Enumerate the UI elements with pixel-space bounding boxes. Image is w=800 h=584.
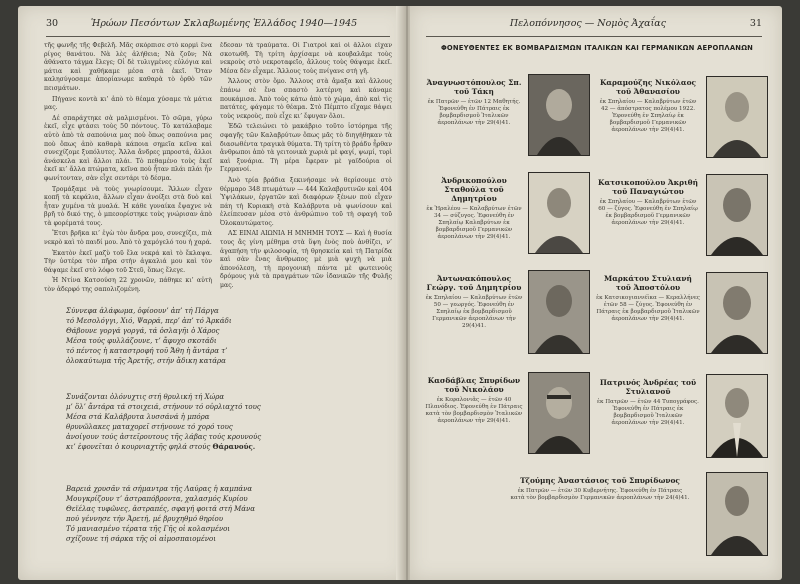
victim-name: Ἀνδρικοπούλου Σταθούλα τοῦ Δημητρίου <box>441 176 507 203</box>
victim-detail: ἐκ Κατσικογιαννέϊκα — Κεραλλήνες ἐτῶν 58 — ζύγος. Ἐφονεύθη ἐν Πάτραις ἐκ βομβαρδισμοῦ Ἰταλικῶν ἀεροπλάνων τὴν 29(4)41. <box>596 295 700 322</box>
running-head: Πελοπόννησος — Νομὸς Ἀχαΐας <box>509 18 667 29</box>
poem-line: τό πέντος ἡ καταστροφή τοῦ Ἄθη ἡ ἄντάρα τ’ <box>66 347 228 355</box>
text-column-b <box>220 42 392 294</box>
poem-stanza-3 <box>66 484 396 544</box>
poem-line: Τό μανιασμένο τέρατα τῆς Γῆς οἱ κολασμένοι <box>66 525 231 533</box>
portrait-photo <box>706 472 768 556</box>
paragraph: Ἡ Ντίνα Κατσούση 22 χρονῶν, πάθηκε κι’ αὐτὴ τὸν ἀδερφό της σαπολιζομένη. <box>44 277 212 294</box>
victim-entry <box>424 176 524 241</box>
victim-detail: ἐκ Σπηλαίου — Καλαβρύτων ἐτῶν 42 — ἀπόστρατος πολέμου 1922. Ἐφονεύθη ἐν Σπηλαίῳ ἐκ βομβαρδισμοῦ Γερμανικῶν ἀεροπλάνων τὴν 29(4)41. <box>599 99 697 133</box>
page-number: 31 <box>749 18 762 29</box>
victim-name: Ἀναγνωστόπουλος Σπ. τοῦ Τάκη <box>426 78 522 96</box>
right-page <box>410 6 782 580</box>
poem-line: Μέσα τούς φυλλάζουνε, τ’ ἄφυχο σκοτάδι <box>66 337 217 345</box>
victim-detail: ἐκ Σπηλαίου — Καλαβρύτων ἐτῶν 50 — γεωργός. Ἐφονεύθη ἐν Σπηλαίῳ ἐκ βομβαρδισμοῦ Γερμανικῶν ἀεροπλάνων τὴν 29(4)41. <box>425 295 523 329</box>
running-head: Ἡρώων Πεσόντων Σκλαβωμένης Ἑλλάδος 1940—1945 <box>90 18 358 29</box>
poem-line: Θάβουνε γοργά γοργά, τά ὀσλαγῆι ὁ Χάρος <box>66 327 220 335</box>
victim-name: Ἀντωνακόπουλος Γεώργ. τοῦ Δημητρίου <box>426 274 522 292</box>
portrait-photo <box>706 76 768 158</box>
header-rule <box>426 36 762 37</box>
victim-name: Τζούμης Ἀναστάσιος τοῦ Σπυρίδωνος <box>520 476 680 485</box>
poem-emphasis: Θάρανούς. <box>212 442 256 451</box>
poem-line: Μέσα στά Καλάβρυτα λυσσάνά ἡ μπόρα <box>66 413 210 421</box>
paragraph: Ἐδῶ τελειώνει τὸ μακάβριο τοῦτο ἱστόρημα τῆς σφαγῆς τῶν Καλαβρύτων ὅπως μᾶς τὸ διηγήθηκαν τὰ διασωθέντα τραγικὰ θύματα. Τὴ τρίτη τὸ βράδυ ἦρθαν ἄνθρωποι ἀπὸ τὰ γειτονικὰ χωριὰ μὲ φαγί, ψωμί, τυρὶ καὶ ξυνάρια. Τὴ μέρα ἔφεραν μὲ γαϊδούρια οἱ Γερμανοί. <box>220 123 392 174</box>
victim-detail: ἐκ Πατρῶν — ἐτῶν 12 Μαθητής. Ἐφονεύθη ἐν Πάτραις ἐκ βομβαρδισμοῦ Ἰταλικῶν ἀεροπλάνων τὴν 29(4)41. <box>427 99 521 126</box>
poem-line: σχίζουνε τή σάρκα τῆς οἱ αἱμοσπαιομένοι <box>66 535 216 543</box>
victim-name: Κατσικοπούλου Ἀκριθή τοῦ Παναγιώτου <box>598 178 698 196</box>
victim-entry <box>424 376 524 425</box>
paragraph: Ἐκατὸν ἐκεῖ μαζὺ τοῦ ἔλα νεκρά καὶ τὸ ἔκλαψα. Τὴν ὑστέρα τὸν πῆρα στὴν ἀγκαλιά μου καὶ τὸν θάψαμε ἐκεῖ στὸ λόφο τοῦ Στεῦ, ὅπως ἔλεγε. <box>44 249 212 274</box>
poem-line: μ’ ὅλ’ ἄντάρα τά στοιχειά, στήνουν τό οὐρλιαχτό τους <box>66 403 261 411</box>
portrait-photo <box>528 74 590 156</box>
paragraph: τῆς φωνῆς τῆς Φεβελῆ. Μᾶς σκόρπισε στὸ κορμὶ ἕνα ρίγος θανάτου. Νὰ λὲς ἀλήθεια; Νὰ ζοῦν; Νὰ ἀθάνατο τάγμα ἔλεγε; Οἱ δὲ τυλιγμένες εὐλόγια καὶ μάτια καὶ χαθήκαμε μέσα στὰ ἐκεῖ. Ὅταν καλησύγοσαμε ἀπορίανωμε καθαρὰ τὸ ὁρθὸ τῶν πεισμάτων. <box>44 42 212 92</box>
portrait-photo <box>706 374 768 458</box>
poem-line: ὁλοκαύτωμα τῆς Ἀρετῆς, στήν ἄδικη κατάρα <box>66 357 226 365</box>
poem-line: Βαρειά χρυσᾶν τά σήμαντρα τῆς Λαύρας ἡ καμπάνα <box>66 485 253 493</box>
paragraph: Ἀνὸ τρία βράδια ξεκινήσαμε νὰ θερίσουμε στὸ θέρμαρο 348 πτωμάτων — 444 Καλαβρυτινῶν καὶ 404 Ὑψιλάκων, ἐργατῶν καὶ διαφόρων ξένων ποὺ εἶχαν πάη τὴ Κυριακὴ στὰ Καλάβρυτα νὰ ψωνίσουν καὶ ἐλείπευσαν μέσα στὸ ἀνθρώπινο τοῦ τὴ σφαγὴ τοῦ Ὀλοκαυτώματος. <box>220 176 392 227</box>
poem-stanza-1 <box>66 306 396 366</box>
victim-detail: ἐκ Πατρῶν — ἐτῶν 44 Τυπογράφος. Ἐφονεύθη ἐν Πάτραις ἐκ βομβαρδισμοῦ Ἰταλικῶν ἀεροπλάνων τὴν 29(4)41. <box>597 399 699 426</box>
header-rule <box>46 36 390 37</box>
text-column-a <box>44 42 212 294</box>
portrait-photo <box>706 174 768 256</box>
poem-line: θρυνῶλακες ματαχορεῖ στήνουνε τό χορό τους <box>66 423 233 431</box>
paragraph: Ἄλλους στὸν ὅμο. Ἄλλους στὰ ἄμαξα καὶ ἄλλους ἐπάνω σὲ ἕνα σπαστὸ λατέρνη καὶ κάναμε πουκάμισα. Ἀπὸ τοὺς κάτω ἀπὸ τὸ χώμα, ἀπὸ καὶ τὶς πατάτες, φάγαμε τὸ θέαμα. Στὸ Πέμπτο εἴχαμε θάψει τοὺς νεκροὺς, ποὺ εἶχε κι’ ἔφυγαν ὅλοι. <box>220 78 392 120</box>
victim-entry <box>596 274 700 323</box>
victim-detail: ἐκ Πατρῶν — ἐτῶν 30 Κυβερνήτης. Ἐφονεύθη ἐν Πάτραις κατὰ τὸν βομβαρδισμὸν Γερμανικῶν ἀεροπλάνων τὴν 24(4)41. <box>510 488 690 501</box>
poem-stanza-2 <box>66 392 396 452</box>
victim-name: Μαρκάτου Στυλιανή τοῦ Ἀποστόλου <box>604 274 692 292</box>
portrait-photo <box>528 372 590 454</box>
victim-name: Κασδάβλας Σπυρίδων τοῦ Νικολάου <box>427 376 521 394</box>
paragraph: Τρομάξαμε νὰ τοὺς γνωρίσουμε. Ἄλλων εἶχαν κοπῆ τὰ κεφάλια, ἄλλων εἶχαν ἀνοίξει στὰ δυὸ καὶ ἦταν χυμένα τὰ μυαλά. Ἡ κάθε γυναίκα ἔψαχνε νὰ βρῆ τὸ δικό της, ὁ μπεσορίστηκε τοὺς γνώρισαν ἀπὸ τὰ φορέματά τους. <box>44 185 212 227</box>
left-page-header <box>46 18 390 29</box>
victim-entry <box>596 378 700 427</box>
poem-line: Συνάζονται ὁλόνυχτις στή θρυλική τή Χώρα <box>66 393 225 401</box>
victim-detail: ἐκ Σπηλαίου — Καλαβρύτων ἐτῶν 60 — ζύγος. Ἐφονεύθη ἐν Σπηλαίῳ ἐκ βομβαρδισμοῦ Γερμανικῶν ἀεροπλάνων τὴν 29(4)41. <box>598 199 698 226</box>
victim-detail: ἐκ Ἡραλέου — Καλαβρύτων ἐτῶν 34 — σύζυγος. Ἐφονεύθη ἐν Σπηλαίῳ Καλαβρύτων ἐκ βομβαρδισμοῦ Γερμανικῶν ἀεροπλάνων τὴν 29(4)41. <box>426 206 522 240</box>
left-page <box>18 6 406 580</box>
paragraph: Δέ σπαράχτηκε σὰ μαλμισμένοι. Τὸ σῶμα, γύρω ἐκεῖ, εἶχε φτάσει τοὺς 50 πόντους. Τὸ κατάλαβαμε αὐτὸ ἀπὸ τὰ σαπούνια μας ποὺ ὅπως σαπούνια μας ποὺ ὅπως ἀπὸ καθαρὰ κάποια σημεῖα κεῖνα καὶ συνεχίζομε ξυπόλυτες. Ἄλλα ἄνδρες μπροστά, ἄλλοι ἀνάσκελα καὶ ἄλλοι πλάι. Τὸ πεθαμένο τοὺς ἐκεῖ ἐκεῖ κι’ ἄλλα πτώματα, κεῖνα ποὺ ἦταν πλάι πλάι ἦν φωνίτονταν, σὰν εἶχε σεντάρι τὸ δέσμα. <box>44 114 212 182</box>
page-number: 30 <box>46 18 59 29</box>
poem-line: πού γέννησε τήν Ἀρετή, μέ βρυχηθμό θηρίου <box>66 515 224 523</box>
victim-entry <box>510 476 690 502</box>
victim-name: Καραμούζης Νικόλαος τοῦ Ἀθανασίου <box>599 78 697 96</box>
victim-detail: ἐκ Κεφαλονιᾶς — ἐτῶν 40 Πλανόδιος. Ἐφονεύθη ἐν Πάτραις κατὰ τὸν βομβαρδισμὸν Ἰταλικῶν ἀεροπλάνων τὴν 29(4)41. <box>425 397 523 424</box>
paragraph: Πήγανε κοντὰ κι’ ἀπὸ τὸ θέαμα χύσαμε τὰ μάτια μας. <box>44 95 212 112</box>
section-title: ΦΟΝΕΥΘΕΝΤΕΣ ΕΚ ΒΟΜΒΑΡΔΙΣΜΩΝ ΙΤΑΛΙΚΩΝ ΚΑΙ ΓΕΡΜΑΝΙΚΩΝ ΑΕΡΟΠΛΑΝΩΝ <box>440 44 754 52</box>
poem-line: τό Μεσολόγγι, Χιό, Ψαρρά, περ’ ἀπ’ τό Ἀρκάδι <box>66 317 232 325</box>
paragraph: ΑΣ ΕΙΝΑΙ ΑΙΩΝΙΑ Η ΜΝΗΜΗ ΤΟΥΣ — Καὶ ἡ θυσία τους ἂς γίνη μέθημα στὰ ὕψη ἑνὸς ποὺ ἀνθίζει, ν’ ἀγαπήση τὴν φιλοσοφία, τὴ θρησκεία καὶ τὴ Πατρίδα καὶ σὰν ἕνας ἄνθρωπος μὲ μιὰ ψυχὴ νὰ μιὰ ἀπονόλεση, τὴ προγονικὴ πάντα μὲ φωτεινοὺς δρόμους γιὰ τὰ πραγμάτων τῶν ἰδανικῶν τῆς Φυλῆς μας. <box>220 230 392 290</box>
victim-entry <box>424 78 524 127</box>
right-page-header <box>426 18 762 29</box>
victim-entry <box>424 274 524 330</box>
paragraph: ἔδεσαν τὰ τραύματα. Οἱ Γιατροὶ καὶ οἱ ἄλλοι εἶχαν σκοτωθῆ. Τὴ τρίτη ἀρχίσαμε νὰ κουβαλᾶμε τοὺς νεκροὺς στὸ νεκροταφεῖο, ἄλλους τοὺς θάψαμε ἐκεῖ. Μέσα δὲν εἶχαμε. Ἄλλους τοὺς πνίγανε στὴ γῆ. <box>220 42 392 75</box>
victim-entry <box>596 78 700 134</box>
portrait-photo <box>528 172 590 254</box>
paragraph: Ἔτσι βρῆκα κι’ ἐγὼ τὸν ἄνδρα μου, συνεχίζει, πιὰ νεκρὸ καὶ τὸ παιδί μου. Ἀπὸ τὸ χαμόγελό του ἡ χαρά. <box>44 230 212 247</box>
poem-line: Σύννεφα ἀλάφωμα, ὀφίοουν’ ἀπ’ τή Πάργα <box>66 307 219 315</box>
victim-entry <box>596 178 700 227</box>
poem-line: ἀνοίγουν τούς ἀστεῖρουτους τῆς λάβας τούς κρουνούς <box>66 433 262 441</box>
portrait-photo <box>528 270 590 354</box>
poem-line-text: κι’ ἐφονεῖται ὁ κουρνιαχτῆς φηλά στούς <box>66 443 211 451</box>
poem-line: Θεϊέλας τυφῶνες, ἀστραπές, σφαγή φοιτά στή Μάνα <box>66 505 256 513</box>
victim-name: Πατρινός Ἀνδρέας τοῦ Στυλιανοῦ <box>599 378 697 396</box>
poem-line: Μουγκρίζουν τ’ ἀστραπόβροντα, χαλασμός Κυρίου <box>66 495 248 503</box>
poem-line <box>66 442 396 452</box>
portrait-photo <box>706 272 768 354</box>
